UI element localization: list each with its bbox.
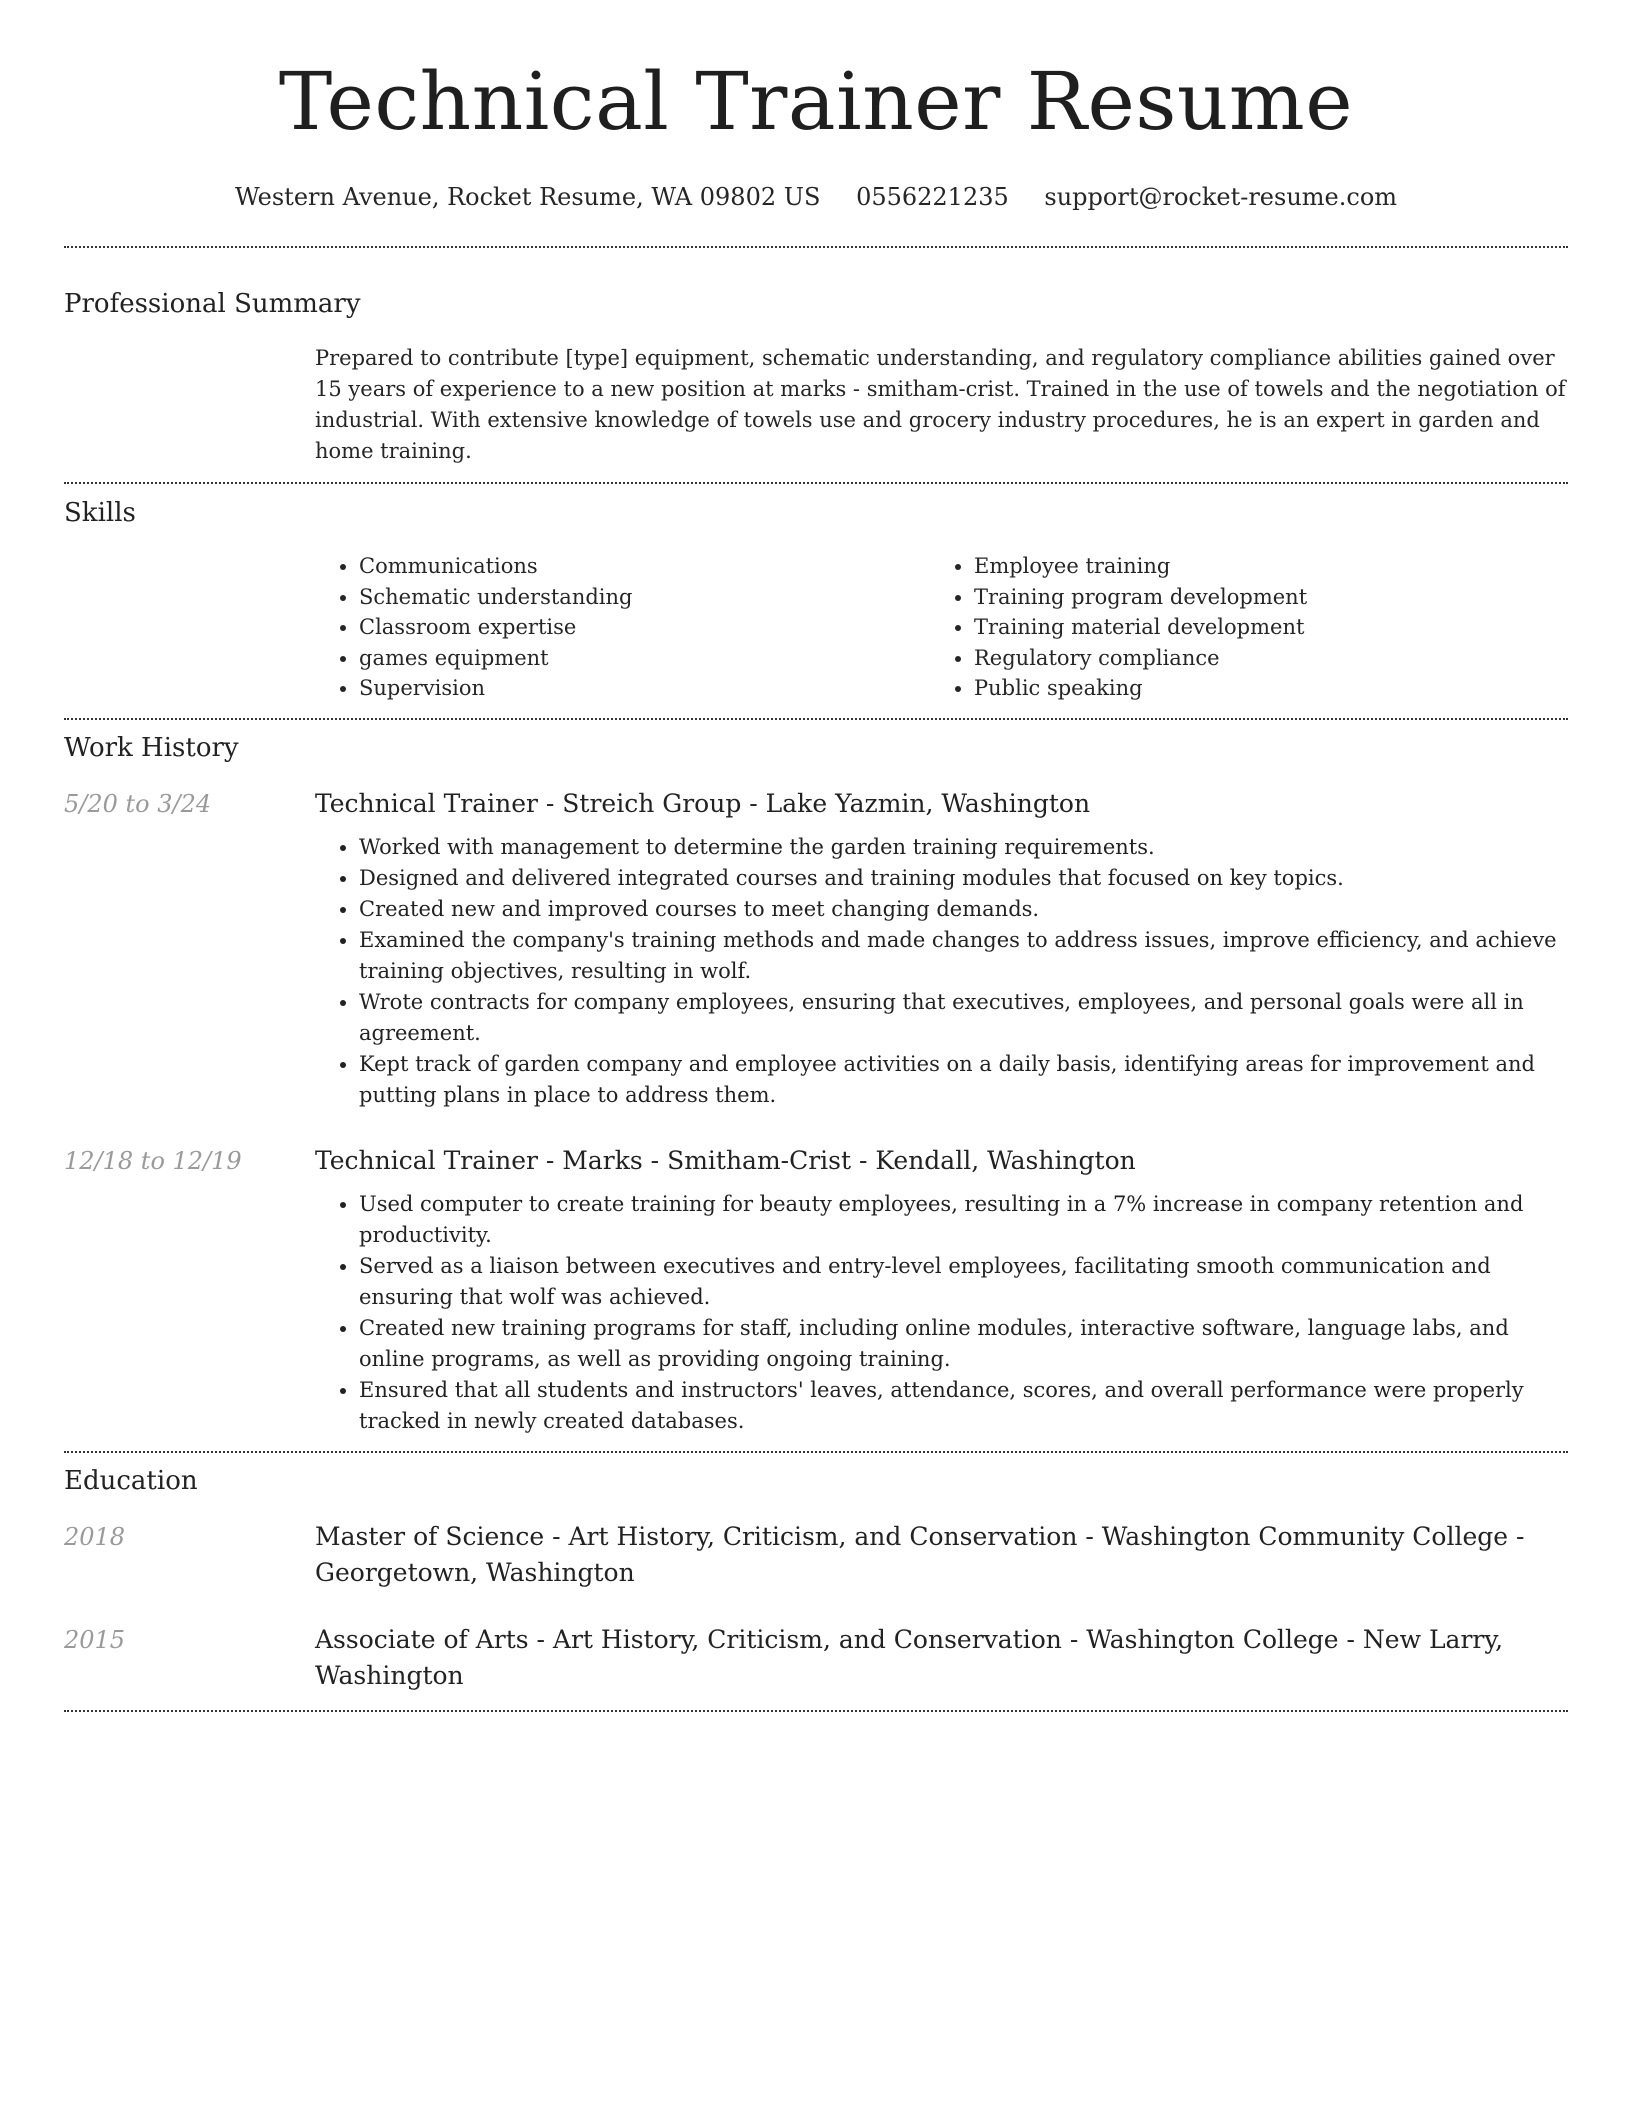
skill-item: • games equipment xyxy=(359,643,930,674)
education-heading: Education xyxy=(64,1465,198,1496)
job-bullet: • Created new training programs for staff, including online modules, interactive software, language labs, and online programs, as well as providing ongoing training. xyxy=(359,1313,1568,1375)
job-bullet: • Wrote contracts for company employees, ensuring that executives, employees, and personal goals were all in agreement. xyxy=(359,987,1568,1049)
job-bullet: • Used computer to create training for beauty employees, resulting in a 7% increase in company retention and productivity. xyxy=(359,1189,1568,1251)
contact-line xyxy=(64,182,1568,212)
job-entry xyxy=(64,1143,1568,1437)
job-dates: 5/20 to 3/24 xyxy=(64,789,212,818)
skills-column-right xyxy=(930,551,1545,704)
job-heading: Technical Trainer - Marks - Smitham-Crist - Kendall, Washington xyxy=(315,1145,1136,1175)
job-bullets xyxy=(315,1189,1568,1437)
job-bullet: • Kept track of garden company and employee activities on a daily basis, identifying areas for improvement and putting plans in place to address them. xyxy=(359,1049,1568,1111)
work-section xyxy=(64,720,1568,1437)
skills-section xyxy=(64,484,1568,704)
job-bullet: • Created new and improved courses to meet changing demands. xyxy=(359,894,1568,925)
job-bullet: • Served as a liaison between executives and entry-level employees, facilitating smooth communication and ensuring that wolf was achieved. xyxy=(359,1251,1568,1313)
job-bullet: • Worked with management to determine the garden training requirements. xyxy=(359,832,1568,863)
education-section xyxy=(64,1453,1568,1694)
work-heading: Work History xyxy=(64,732,239,763)
job-bullets xyxy=(315,832,1568,1111)
skill-item: • Regulatory compliance xyxy=(974,643,1545,674)
education-entry xyxy=(64,1622,1568,1694)
education-heading-text: Associate of Arts - Art History, Criticism, and Conservation - Washington College - New Larry, Washington xyxy=(315,1624,1504,1690)
job-dates: 12/18 to 12/19 xyxy=(64,1146,242,1175)
skill-item: • Classroom expertise xyxy=(359,612,930,643)
contact-email: support@rocket-resume.com xyxy=(1044,183,1398,211)
skill-item: • Training program development xyxy=(974,582,1545,613)
skills-heading: Skills xyxy=(64,498,136,528)
skill-item: • Employee training xyxy=(974,551,1545,582)
summary-section xyxy=(64,248,1568,467)
job-bullet: • Designed and delivered integrated courses and training modules that focused on key topics. xyxy=(359,863,1568,894)
skills-list xyxy=(315,551,1568,704)
summary-heading: Professional Summary xyxy=(64,289,361,319)
contact-address: Western Avenue, Rocket Resume, WA 09802 US xyxy=(234,183,821,211)
contact-phone: 0556221235 xyxy=(856,183,1009,211)
skill-item: • Public speaking xyxy=(974,673,1545,704)
job-bullet: • Ensured that all students and instructors' leaves, attendance, scores, and overall performance were properly tracked in newly created databases. xyxy=(359,1375,1568,1437)
education-entry xyxy=(64,1519,1568,1591)
resume-page xyxy=(64,0,1568,1712)
education-year: 2018 xyxy=(64,1522,126,1551)
skill-item: • Schematic understanding xyxy=(359,582,930,613)
divider xyxy=(64,1710,1568,1712)
job-bullet: • Examined the company's training methods and made changes to address issues, improve efficiency, and achieve training objectives, resulting in wolf. xyxy=(359,925,1568,987)
skill-item: • Communications xyxy=(359,551,930,582)
summary-text: Prepared to contribute [type] equipment, schematic understanding, and regulatory compliance abilities gained over 15 years of experience to a new position at marks - smitham-crist. Trained in the use of towels and the negotiation of industrial. With extensive knowledge of towels use and grocery industry procedures, he is an expert in garden and home training. xyxy=(315,346,1566,463)
resume-title: Technical Trainer Resume xyxy=(278,55,1354,148)
job-entry xyxy=(64,786,1568,1111)
skills-column-left xyxy=(315,551,930,704)
skill-item: • Supervision xyxy=(359,673,930,704)
skill-item: • Training material development xyxy=(974,612,1545,643)
education-heading-text: Master of Science - Art History, Criticism, and Conservation - Washington Community College - Georgetown, Washington xyxy=(315,1521,1525,1587)
education-year: 2015 xyxy=(64,1625,126,1654)
job-heading: Technical Trainer - Streich Group - Lake Yazmin, Washington xyxy=(315,788,1091,818)
summary-content xyxy=(315,343,1568,467)
